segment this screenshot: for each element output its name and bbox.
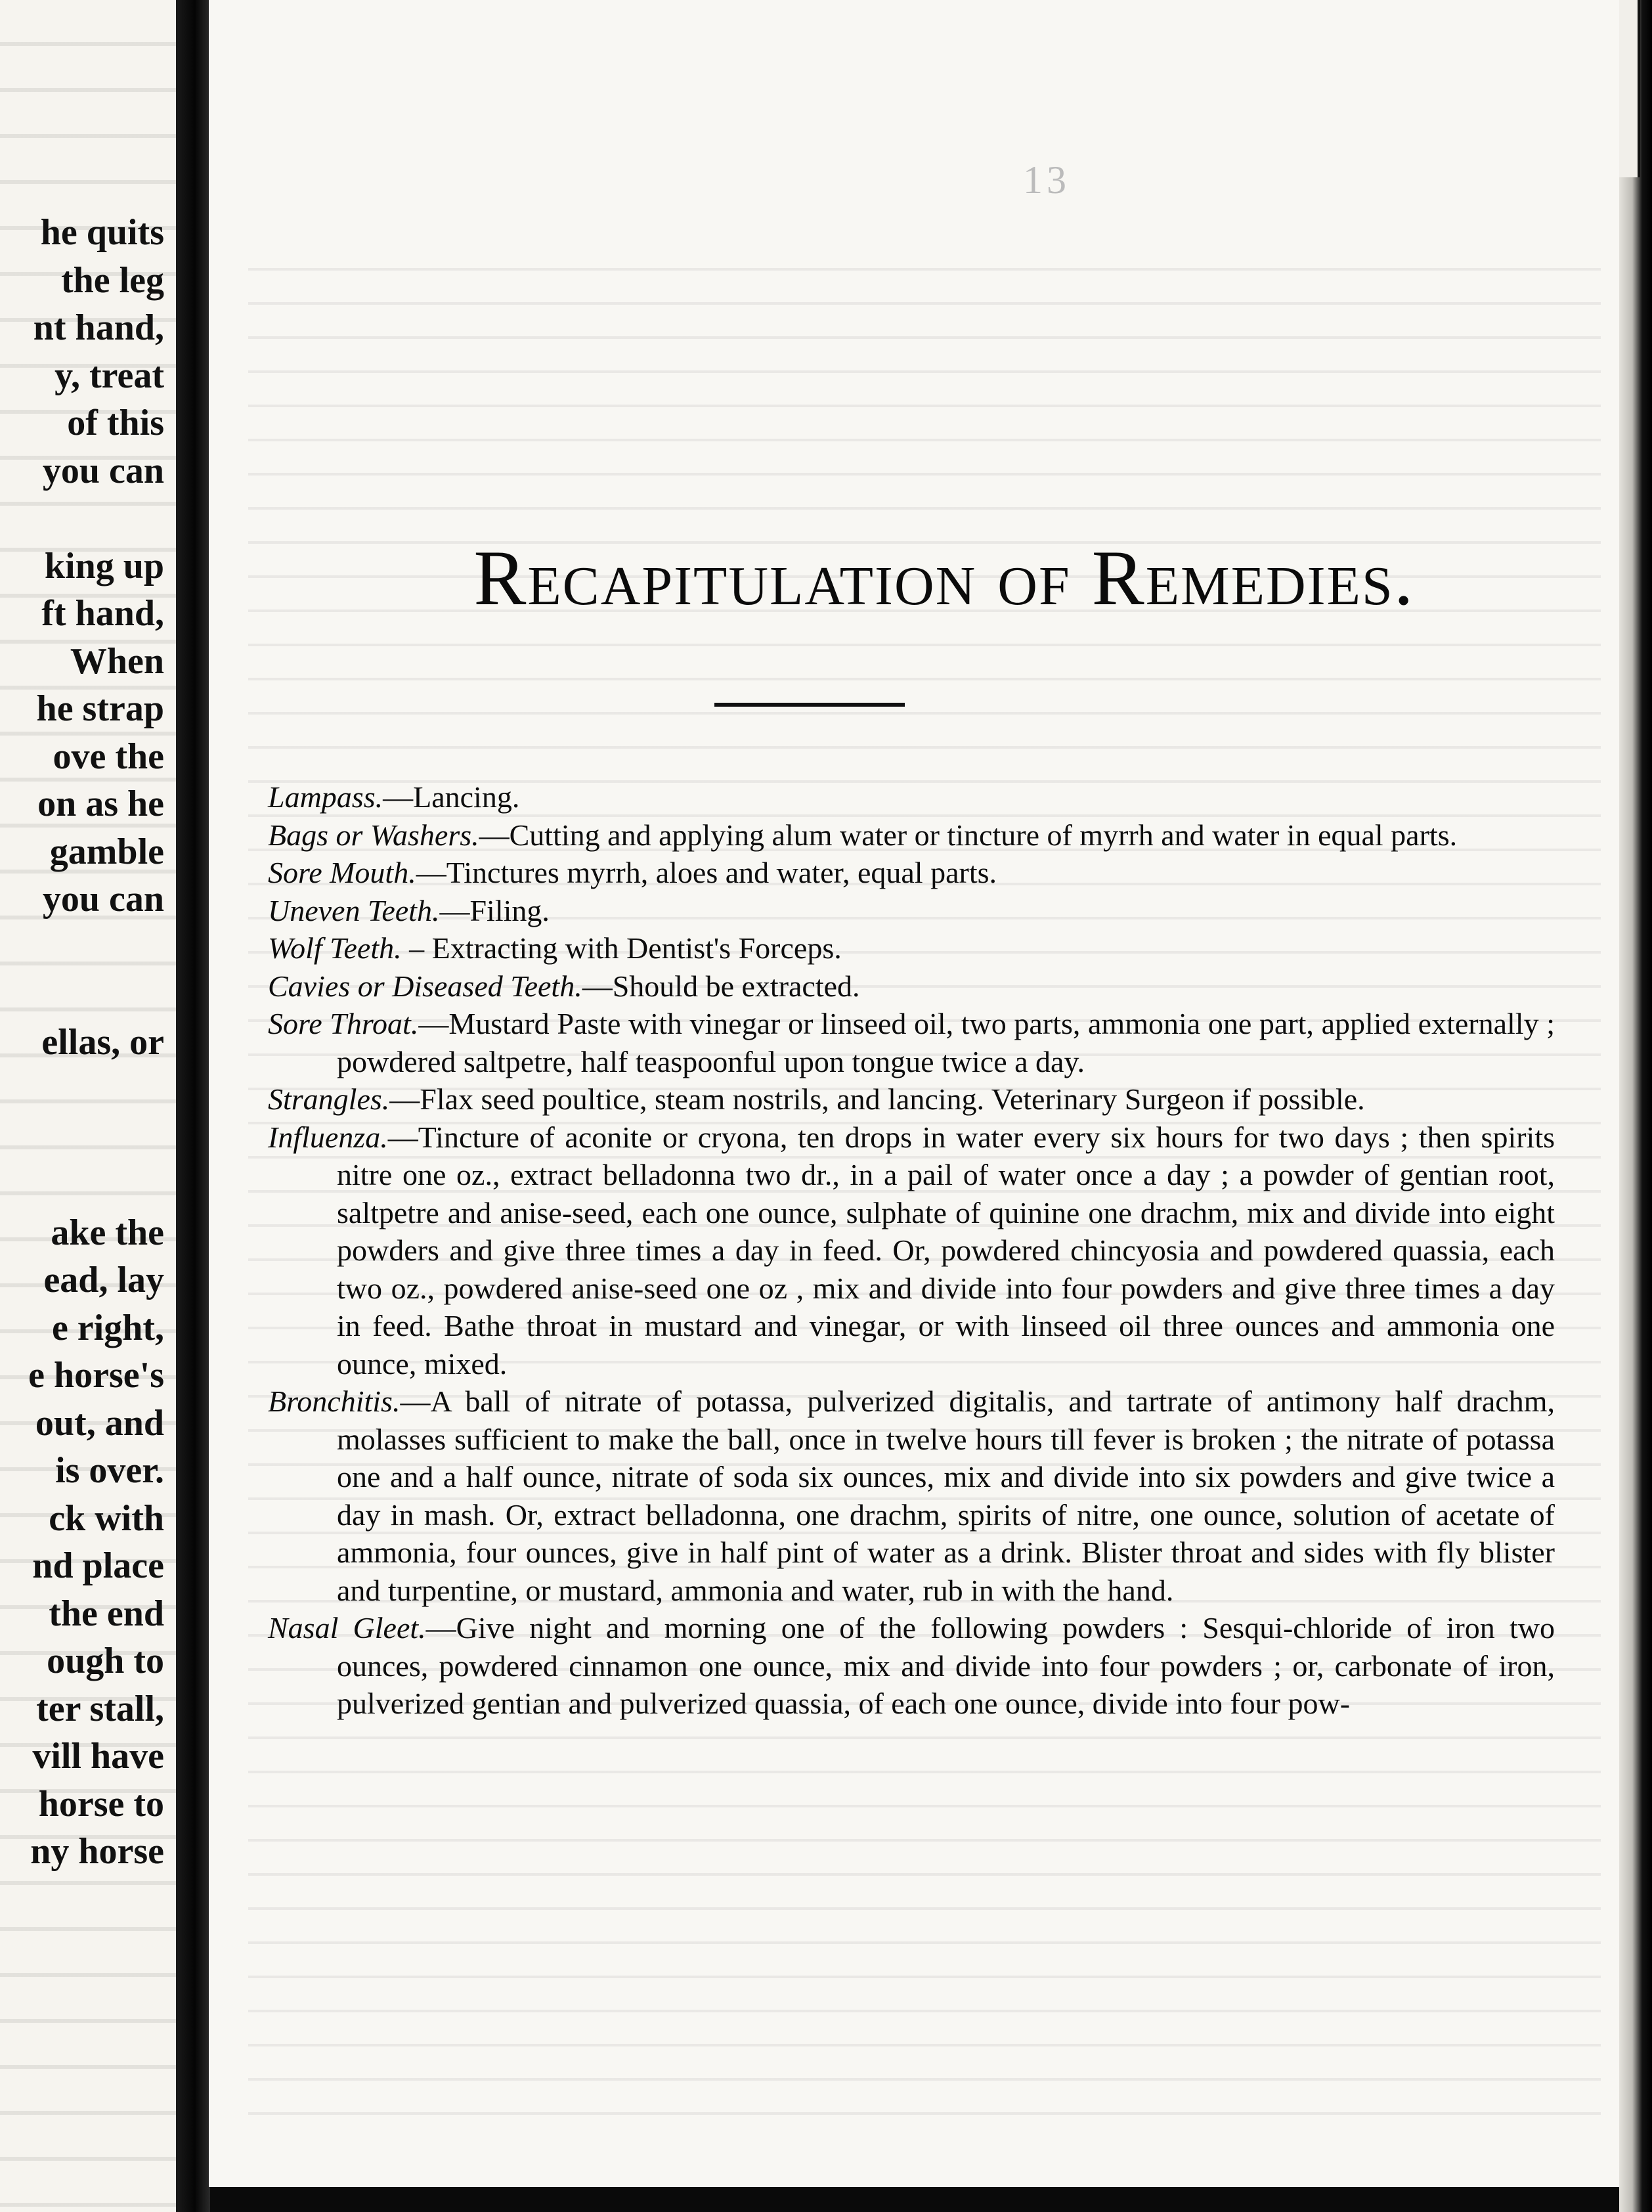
left-page-line (0, 923, 164, 971)
remedy-term: Influenza. (268, 1120, 388, 1154)
remedy-entry (268, 892, 1555, 930)
remedy-description: —Tinctures myrrh, aloes and water, equal parts. (416, 856, 997, 889)
remedy-entry (268, 929, 1555, 967)
remedy-term: Bags or Washers. (268, 818, 479, 852)
remedy-term: Bronchitis. (268, 1384, 401, 1418)
remedy-entry (268, 1118, 1555, 1383)
left-page-line: e right, (51, 1307, 164, 1348)
remedy-description: —Lancing. (383, 780, 520, 814)
remedy-description: —A ball of nitrate of potassa, pulverized digitalis, and tartrate of antimony half drachm, molasses sufficient to make the ball, once in twelve hours till fever is broken ; the nitrate of potassa one and a half ounce, nitrate of soda six ounces, mix and divide into six powders and give twice a day in mash. Or, extract belladonna, one drachm, spirits of nitre, one ounce, solution of acetate of ammonia, four ounces, give in half pint of water as a drink. Blister throat and sides with fly blister and turpentine, or mustard, ammonia and water, rub in with the hand. (337, 1384, 1555, 1607)
remedy-description: – Extracting with Dentist's Forceps. (401, 931, 842, 965)
right-page (209, 0, 1619, 2187)
left-page-line: the end (49, 1593, 164, 1634)
remedy-entry (268, 1005, 1555, 1080)
left-page-line: vill have (32, 1736, 164, 1777)
left-page-line: nd place (32, 1545, 164, 1586)
remedy-description: —Tincture of aconite or cryona, ten drops in water every six hours for two days ; then spirits nitre one oz., extract belladonna two dr., in a pail of water once a day ; a powder of gentian root, saltpetre and anise-seed, each one ounce, sulphate of quinine one drachm, mix and divide into eight powders and give three times a day in feed. Or, powdered chincyosia and powdered quassia, each two oz., powdered anise-seed one oz , mix and divide into four powders and give three times a day in feed. Bathe throat in mustard and vinegar, or with linseed oil three ounces and ammonia one ounce, mixed. (337, 1120, 1555, 1381)
left-page-line: ny horse (30, 1831, 164, 1872)
page-edge-notch (1619, 0, 1640, 177)
left-page-line (0, 1114, 164, 1162)
left-page-line (0, 1161, 164, 1209)
remedy-term: Cavies or Diseased Teeth. (268, 969, 582, 1003)
remedy-term: Wolf Teeth. (268, 931, 402, 965)
remedy-entry (268, 816, 1555, 854)
title-rule (714, 703, 905, 707)
left-page-line: is over. (55, 1450, 164, 1491)
left-page-line: he quits (40, 212, 164, 253)
left-page-line: horse to (38, 1783, 164, 1825)
left-page-line: he strap (36, 688, 164, 729)
left-page-line: gamble (49, 831, 164, 872)
remedy-term: Sore Throat. (268, 1007, 419, 1040)
remedy-description: —Should be extracted. (582, 969, 860, 1003)
left-page-line: ove the (53, 736, 164, 777)
left-facing-page (0, 0, 176, 2212)
page-number: 13 (1023, 158, 1070, 202)
remedy-entry (268, 854, 1555, 892)
left-page-line: out, and (35, 1402, 164, 1444)
left-page-line: you can (42, 450, 164, 491)
left-page-line: ck with (49, 1497, 164, 1539)
remedy-term: Uneven Teeth. (268, 893, 440, 927)
book-gutter (176, 0, 210, 2212)
remedy-entry (268, 967, 1555, 1006)
left-page-line: y, treat (54, 355, 164, 396)
left-page-line (0, 1066, 164, 1114)
left-page-line: e horse's (28, 1355, 164, 1396)
left-page-line: the leg (60, 259, 164, 301)
left-page-line: ft hand, (41, 593, 164, 634)
remedy-list (268, 778, 1555, 1723)
left-page-line: ter stall, (36, 1688, 164, 1729)
left-page-line: of this (67, 403, 164, 443)
left-page-line: nt hand, (33, 307, 164, 348)
left-page-line: you can (42, 879, 164, 919)
remedy-term: Nasal Gleet. (268, 1611, 426, 1645)
remedy-term: Sore Mouth. (268, 856, 416, 889)
remedy-entry (268, 1382, 1555, 1609)
remedy-term: Strangles. (268, 1082, 390, 1116)
left-page-line: on as he (37, 784, 164, 824)
remedy-term: Lampass. (268, 780, 383, 814)
left-page-line: king up (44, 545, 164, 586)
remedy-description: —Filing. (439, 893, 550, 927)
left-page-line: ellas, or (41, 1021, 164, 1063)
left-page-line: ake the (51, 1212, 164, 1253)
left-page-line: When (70, 640, 164, 682)
remedy-description: —Cutting and applying alum water or tincture of myrrh and water in equal parts. (479, 818, 1458, 852)
remedy-entry (268, 1080, 1555, 1118)
remedy-description: —Mustard Paste with vinegar or linseed oil, two parts, ammonia one part, applied externally ; powdered saltpetre, half teaspoonful upon tongue twice a day. (337, 1007, 1555, 1078)
page-title: Recapitulation of Remedies. (473, 534, 1415, 621)
right-page-edge (1619, 0, 1652, 2212)
remedy-entry (268, 1609, 1555, 1723)
left-page-line (0, 971, 164, 1019)
remedy-description: —Flax seed poultice, steam nostrils, and lancing. Veterinary Surgeon if possible. (389, 1082, 1365, 1116)
left-page-line (0, 495, 164, 542)
remedy-entry (268, 778, 1555, 816)
remedy-description: —Give night and morning one of the following powders : Sesqui-chloride of iron two ounces, powdered cinnamon one ounce, mix and divide into four powders ; or, carbonate of iron, pulverized gentian and pulverized quassia, of each one ounce, divide into four pow- (337, 1611, 1555, 1720)
left-page-text-column (0, 209, 164, 1876)
left-page-line: ough to (47, 1641, 164, 1681)
left-page-line: ead, lay (43, 1260, 164, 1300)
